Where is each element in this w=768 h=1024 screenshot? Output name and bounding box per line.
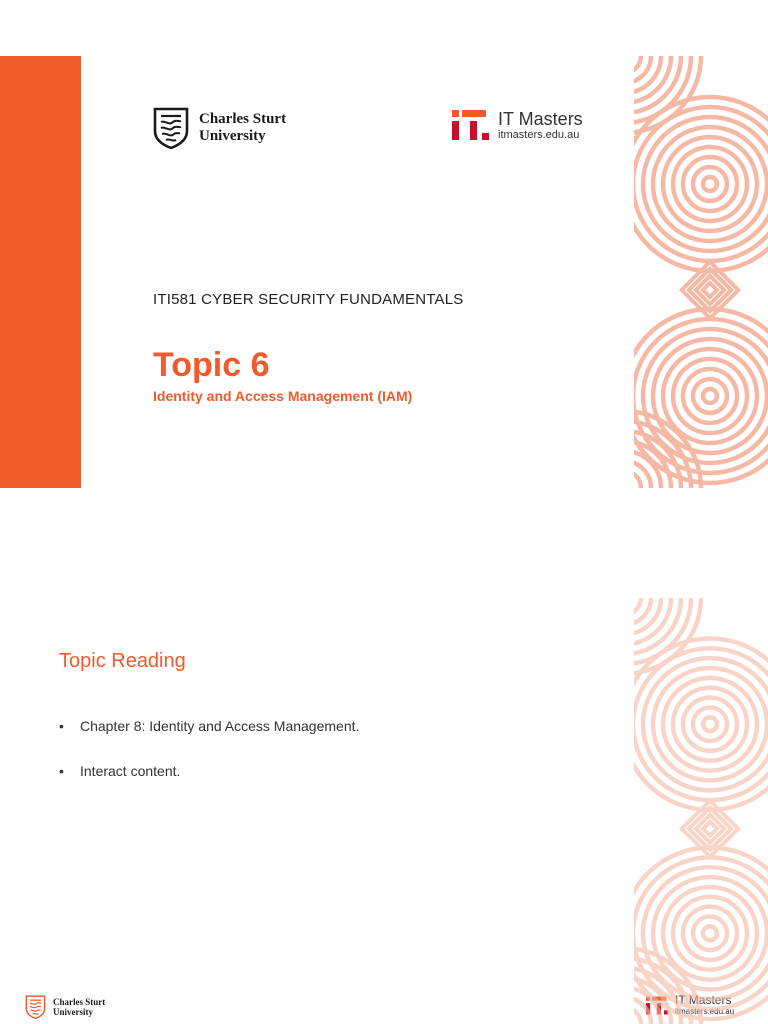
footer-csu-line1: Charles Sturt — [53, 997, 106, 1007]
it-masters-wordmark — [498, 109, 583, 142]
reading-list-item — [59, 716, 359, 736]
it-masters-url: itmasters.edu.au — [498, 128, 580, 141]
concentric-pattern-decoration — [634, 56, 768, 488]
footer-csu-wordmark — [53, 997, 105, 1017]
reading-item-text: Chapter 8: Identity and Access Management. — [80, 718, 360, 734]
it-masters-name: IT Masters — [498, 108, 583, 129]
concentric-pattern-decoration — [634, 598, 768, 1024]
it-masters-logo — [452, 108, 583, 142]
footer-charles-sturt-logo — [25, 995, 105, 1019]
charles-sturt-wordmark — [199, 111, 286, 145]
reading-item-text: Interact content. — [80, 763, 181, 779]
title-slide — [0, 56, 768, 488]
topic-subtitle: Identity and Access Management (IAM) — [153, 388, 413, 404]
orange-accent-bar — [0, 56, 81, 488]
university-shield-icon — [153, 107, 189, 149]
course-title: ITI581 CYBER SECURITY FUNDAMENTALS — [153, 291, 464, 308]
charles-sturt-logo — [153, 107, 286, 149]
reading-slide — [0, 598, 768, 1024]
topic-title: Topic 6 — [153, 346, 270, 384]
csu-wordmark-line1: Charles Sturt — [199, 111, 287, 127]
footer-it-masters-name: IT Masters — [675, 993, 732, 1007]
bullet-icon: • — [59, 718, 64, 734]
it-masters-mark-icon — [452, 108, 492, 142]
csu-wordmark-line2: University — [199, 128, 266, 144]
footer-csu-line2: University — [53, 1007, 93, 1017]
reading-list-item — [59, 761, 359, 781]
university-shield-icon — [25, 995, 46, 1019]
reading-heading: Topic Reading — [59, 650, 186, 672]
reading-list — [59, 716, 359, 806]
bullet-icon: • — [59, 763, 64, 779]
footer-it-masters-url: itmasters.edu.au — [675, 1007, 735, 1016]
